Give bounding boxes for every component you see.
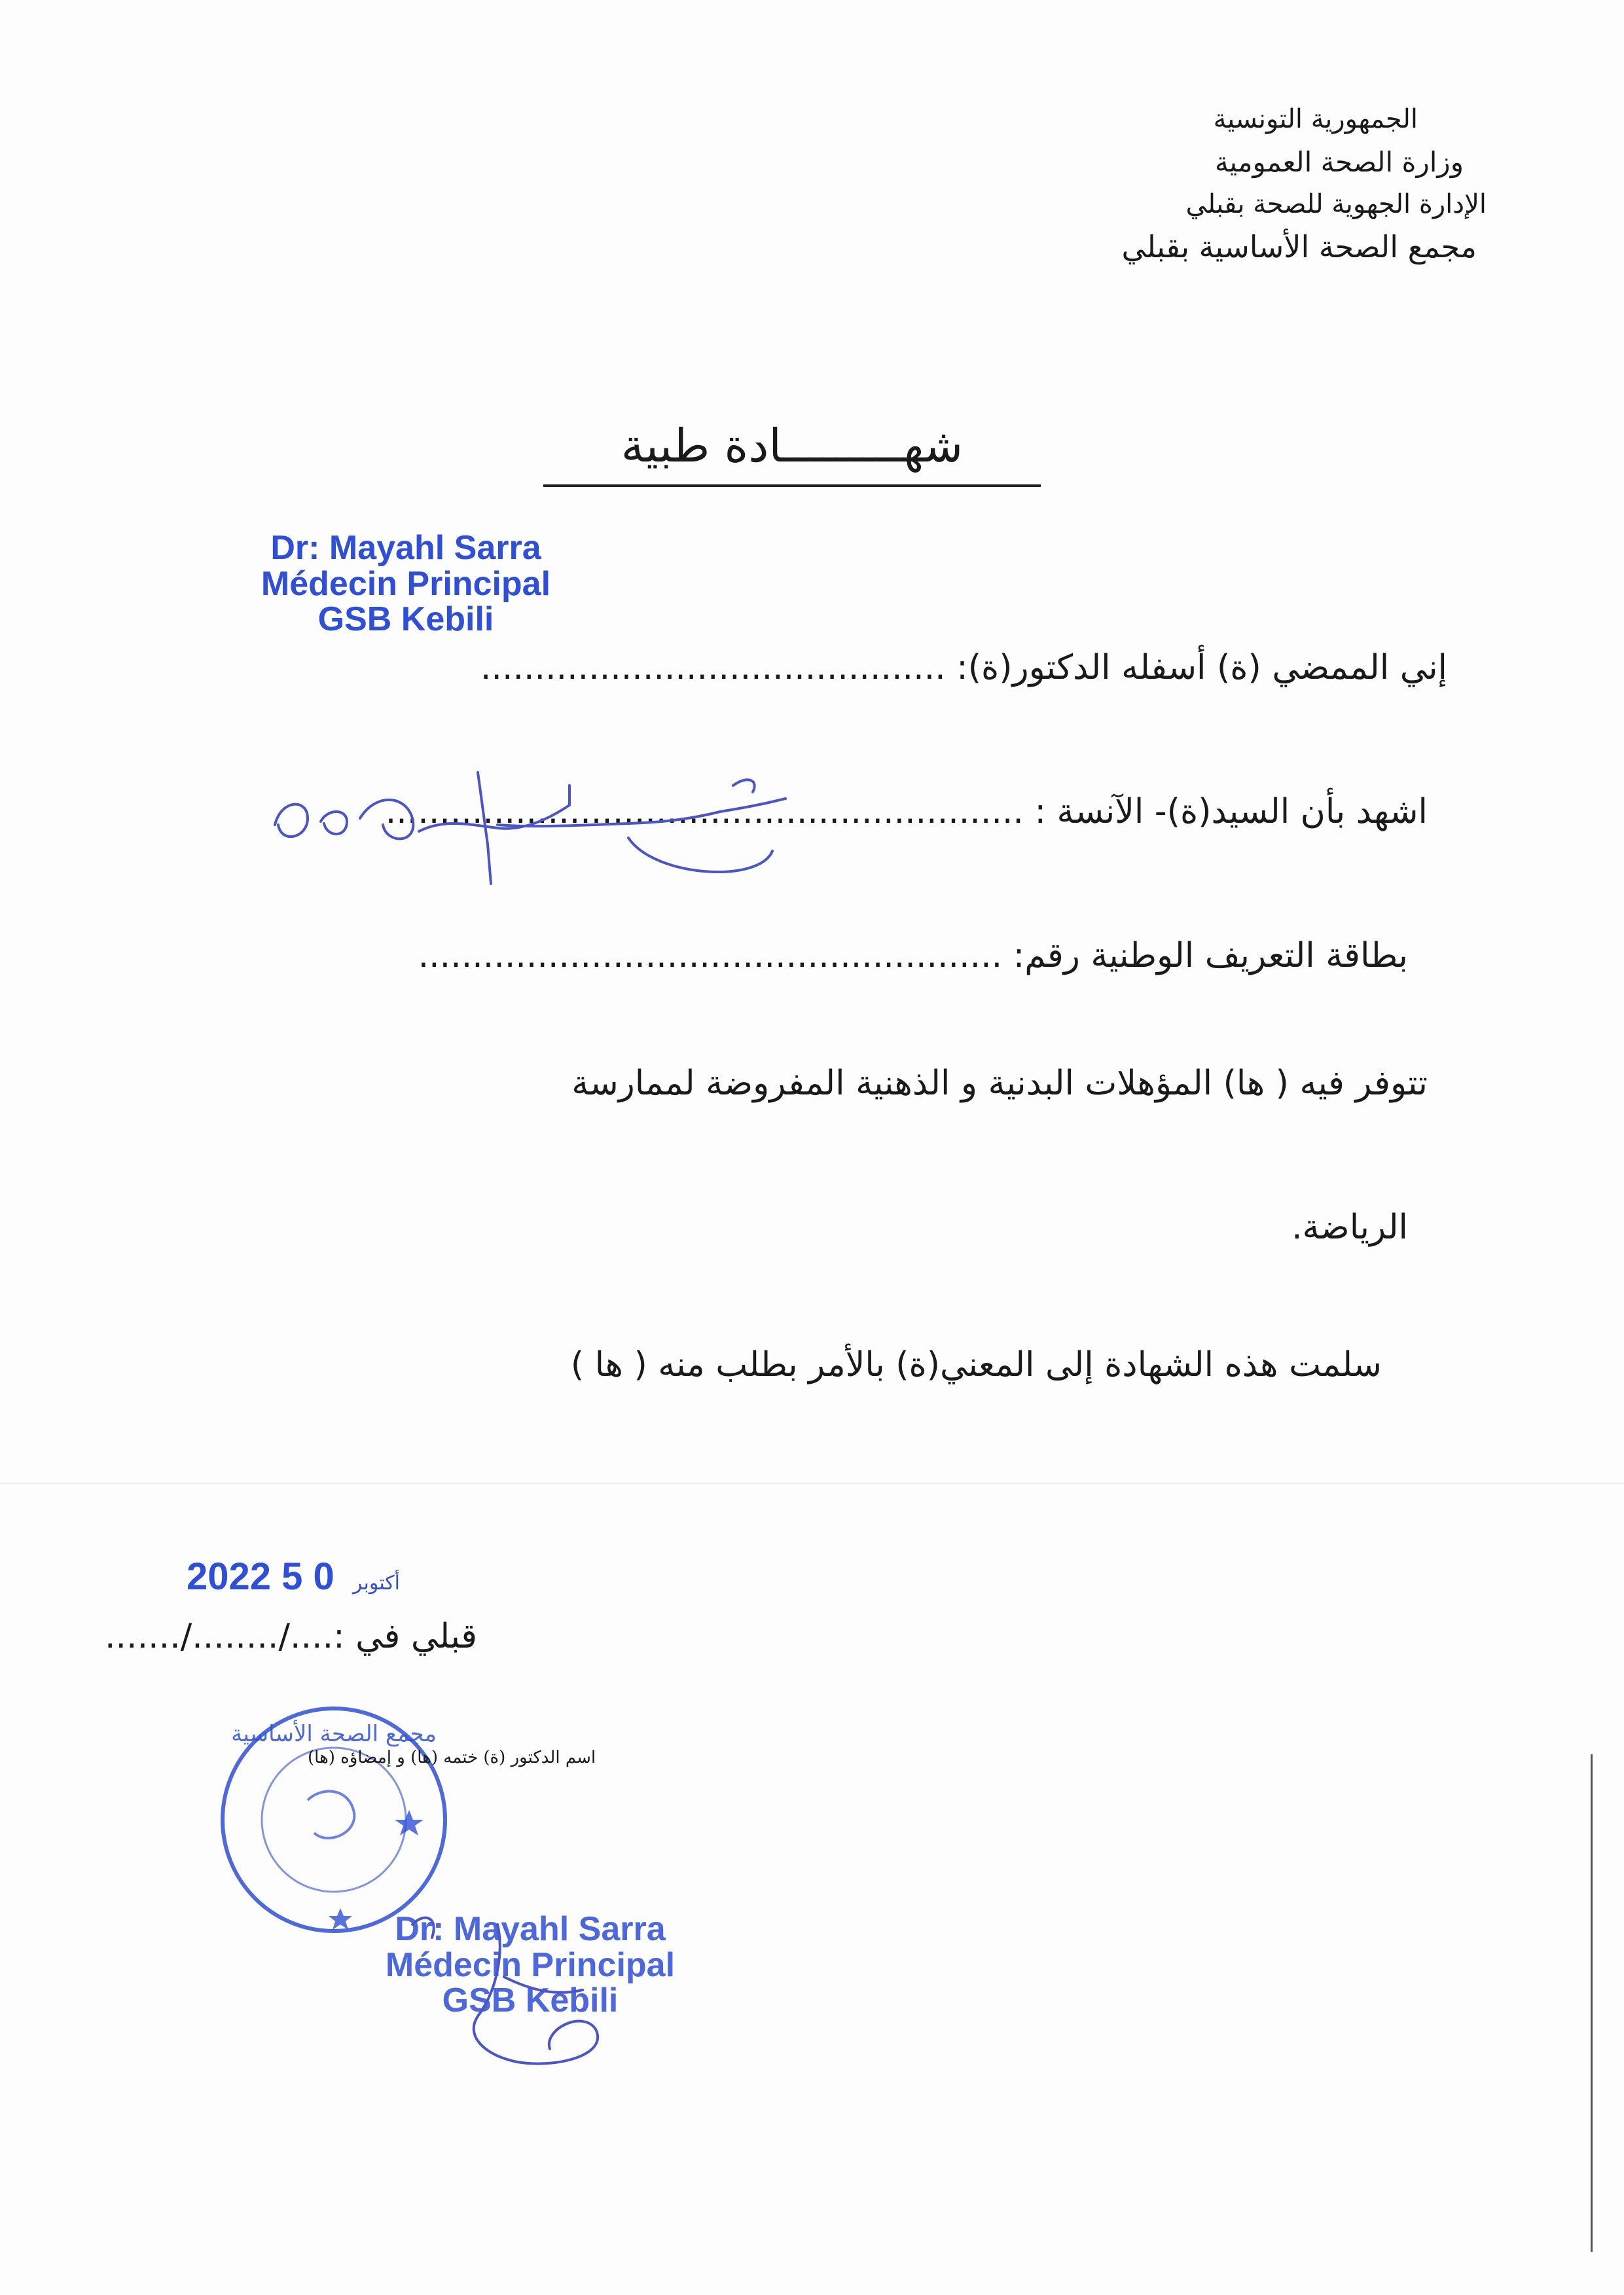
signature-caption: اسم الدكتور (ة) ختمه (ها) و إمضاؤه (ها) <box>308 1748 596 1767</box>
letterhead-regional-directorate: الإدارة الجهوية للصحة بقبلي <box>1185 189 1487 219</box>
stamp-doctor-name: Dr: Mayahl Sarra <box>270 529 541 567</box>
doctor-label: إني الممضي (ة) أسفله الدكتور(ة): <box>956 648 1447 687</box>
letterhead-health-group: مجمع الصحة الأساسية بقبلي <box>1121 229 1477 264</box>
doctor-stamp-top <box>229 530 583 638</box>
page-title: شهـــــــــادة طبية <box>543 419 1041 487</box>
scan-fold-line <box>0 1483 1624 1484</box>
round-stamp-text: مجمع الصحة الأساسية <box>231 1721 437 1747</box>
date-stamp-year: 2022 <box>187 1555 272 1598</box>
id-card-field: ...................................................... <box>418 936 1003 975</box>
letterhead-republic: الجمهورية التونسية <box>1213 104 1418 134</box>
body-line-qualifications: تتوفر فيه ( ها) المؤهلات البدنية و الذهنية المفروضة لممارسة <box>571 1064 1428 1103</box>
stamp-bottom-doctor-title: Médecin Principal <box>385 1945 676 1984</box>
body-line-sport: الرياضة. <box>1291 1208 1408 1247</box>
body-line-id-card <box>418 936 1408 975</box>
letterhead-ministry: وزارة الصحة العمومية <box>1214 146 1464 178</box>
date-stamp-month: أكتوبر <box>352 1572 401 1594</box>
scan-edge-mark <box>1591 1754 1593 2252</box>
stamp-bottom-doctor-location: GSB Kebili <box>442 1981 619 2020</box>
stamp-doctor-title: Médecin Principal <box>261 564 551 603</box>
handwritten-patient-name <box>262 746 851 890</box>
patient-label: اشهد بأن السيد(ة)- الآنسة : <box>1034 792 1428 831</box>
patient-name-field: ........................................................... <box>385 792 1024 831</box>
doctor-name-field: ........................................... <box>480 648 946 687</box>
body-line-delivery: سلمت هذه الشهادة إلى المعني(ة) بالأمر بطلب منه ( ها ) <box>570 1345 1382 1384</box>
id-card-label: بطاقة التعريف الوطنية رقم: <box>1013 936 1408 975</box>
place-date-line: قبلي في :..../......../....... <box>105 1617 477 1656</box>
stamp-doctor-location: GSB Kebili <box>317 600 494 639</box>
stamp-bottom-doctor-name: Dr: Mayahl Sarra <box>395 1910 666 1948</box>
date-stamp <box>187 1555 408 1599</box>
body-line-doctor <box>480 648 1447 687</box>
date-stamp-day: 0 5 <box>281 1555 334 1598</box>
letterhead <box>901 98 1490 268</box>
doctor-signature <box>399 1898 661 2095</box>
